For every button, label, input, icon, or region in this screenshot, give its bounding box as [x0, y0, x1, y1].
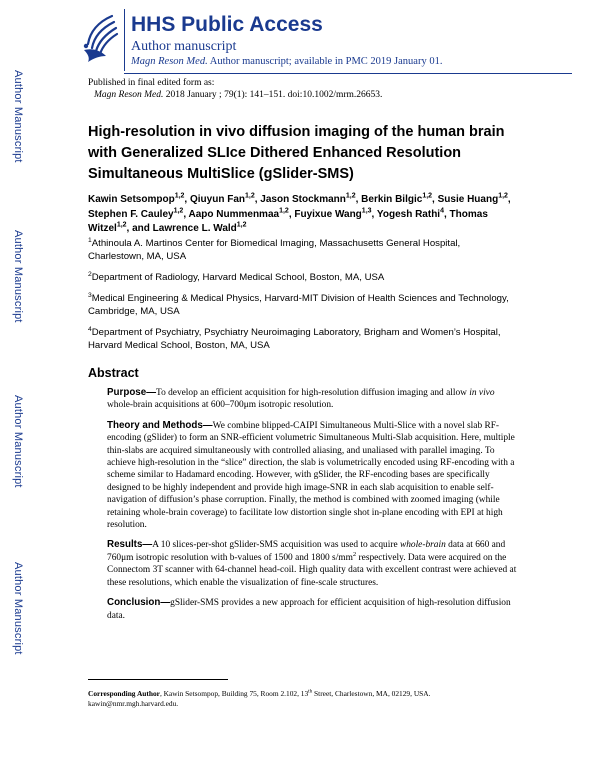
results-text-italic: whole-brain — [399, 540, 446, 551]
sidebar-author-manuscript-2: Author Manuscript — [12, 230, 24, 323]
author-name: Qiuyun Fan — [189, 194, 245, 205]
footnote-text-a: , Kawin Setsompop, Building 75, Room 2.102, 13 — [159, 689, 309, 698]
affiliation-number: 4 — [88, 325, 92, 333]
author-list — [88, 193, 518, 237]
author-affiliation-sup: 1,2 — [173, 207, 184, 215]
abstract-conclusion — [107, 597, 519, 622]
author-name: Yogesh Rathi — [376, 208, 441, 220]
results-text-b: data at 660 and 760μm isotropic resolution with b-values of 1500 and 1800 s/mm — [107, 540, 506, 563]
citation-journal: Magn Reson Med. — [94, 90, 164, 100]
author-affiliation-sup: 1,2 — [345, 192, 356, 200]
published-line: Published in final edited form as: — [88, 78, 215, 88]
sidebar-author-manuscript-1: Author Manuscript — [12, 70, 24, 163]
corresponding-author-footnote — [88, 689, 508, 708]
abstract-results — [107, 539, 519, 589]
affiliation-text: Department of Radiology, Harvard Medical School, Boston, MA, USA — [91, 272, 385, 283]
author-affiliation-sup: 1,2 — [174, 192, 185, 200]
affiliation-number: 2 — [88, 270, 92, 278]
hhs-public-access-title: HHS Public Access — [131, 13, 323, 36]
affiliation-item — [88, 292, 518, 318]
affiliation-item — [88, 326, 518, 352]
affiliation-text: Athinoula A. Martinos Center for Biomedical Imaging, Massachusetts General Hospital, Charlestown, MA, USA — [88, 238, 461, 262]
purpose-label: Purpose— — [107, 387, 156, 398]
author-affiliation-sup: 1,2 — [116, 221, 127, 229]
affiliation-text: Department of Psychiatry, Psychiatry Neuroimaging Laboratory, Brigham and Women’s Hospital, Harvard Medical School, Boston, MA, USA — [88, 327, 501, 351]
author-separator: , — [443, 208, 450, 220]
citation-line — [88, 89, 382, 101]
author-manuscript-label: Author manuscript — [131, 39, 237, 54]
methods-text: We combine blipped-CAIPI Simultaneous Multi-Slice with a novel slab RF-encoding (gSlider) to form an SNR-efficient volumetric Simultaneous Multi-Slab acquisition. Here, multiple thin-slabs are acquired simultaneously with controlled aliasing, and unaliased with parallel imaging. To achieve high-resolution in the “slice” direction, the slab is volumetrically encoded using RF-encoding with a scheme similar to Hadamard encoding. However, with gSlider, the RF-encoding bases are specifically designed to be highly independent and provide high image-SNR in each slab acquisition to enable self-navigation of diffusion’s phase corruption. Finally, the method is combined with zoomed imaging (while retaining whole-brain coverage) to facilitate low distortion single shot in-plane encoding with EPI at high resolution. — [107, 420, 515, 531]
author-name: Fuyixue Wang — [294, 208, 362, 220]
journal-availability-line — [131, 56, 442, 67]
purpose-text-b: whole-brain acquisitions at 600–700μm isotropic resolution. — [107, 400, 334, 411]
author-name: Lawrence L. Wald — [152, 223, 237, 234]
author-affiliation-sup: 1,2 — [244, 192, 255, 200]
author-affiliation-sup: 1,2 — [498, 192, 508, 200]
footnote-label: Corresponding Author — [88, 689, 160, 698]
results-text-a: A 10 slices-per-shot gSlider-SMS acquisition was used to acquire — [152, 540, 400, 551]
journal-name: Magn Reson Med. — [131, 56, 208, 67]
methods-label: Theory and Methods— — [107, 419, 213, 431]
abstract-body — [107, 387, 519, 630]
author-name: Thomas Witzel — [88, 208, 488, 234]
results-sup: 2 — [352, 550, 357, 558]
author-separator: , — [288, 208, 295, 220]
abstract-methods — [107, 420, 519, 532]
abstract-purpose — [107, 387, 519, 412]
hhs-eagle-logo-icon — [78, 10, 122, 68]
author-name: Berkin Bilgic — [361, 194, 423, 205]
paper-title — [88, 122, 528, 185]
author-affiliation-sup: 1,3 — [361, 207, 372, 215]
purpose-text-italic: in vivo — [469, 388, 495, 398]
author-separator: , and — [126, 223, 153, 234]
affiliation-item — [88, 271, 518, 284]
citation-details: 2018 January ; 79(1): 141–151. doi:10.1002/mrm.26653. — [165, 90, 383, 100]
author-separator: , — [254, 194, 261, 205]
purpose-text-a: To develop an efficient acquisition for high-resolution diffusion imaging and allow — [156, 388, 470, 398]
author-separator: , — [432, 194, 438, 205]
author-separator: , — [507, 194, 511, 205]
conclusion-text: gSlider-SMS provides a new approach for efficient acquisition of high-resolution diffusion data. — [107, 598, 511, 621]
author-name: Susie Huang — [437, 194, 499, 205]
results-label: Results— — [107, 539, 153, 551]
affiliation-text: Medical Engineering & Medical Physics, Harvard-MIT Division of Health Sciences and Technology, Cambridge, MA, USA — [88, 293, 509, 317]
author-name: Kawin Setsompop — [88, 194, 175, 205]
affiliations — [88, 237, 518, 360]
results-text-c: respectively. Data were acquired on the Connectom 3T scanner with 64-channel head-coil. High quality data with excellent contrast were achieved at these resolutions, which enable the visualization of fine-scale structures. — [107, 552, 517, 588]
author-separator: , — [183, 208, 189, 220]
footnote-rule — [88, 679, 228, 680]
author-affiliation-sup: 1,2 — [236, 221, 247, 229]
affiliation-number: 1 — [88, 236, 92, 244]
sidebar-author-manuscript-4: Author Manuscript — [12, 562, 24, 655]
author-separator: , — [184, 194, 190, 205]
title-line-2: with Generalized SLIce Dithered Enhanced Resolution — [88, 145, 462, 161]
author-affiliation-sup: 4 — [440, 207, 444, 215]
author-name: Jason Stockmann — [260, 194, 346, 205]
publication-info — [88, 77, 382, 101]
header-horizontal-rule — [124, 73, 572, 74]
title-line-3: Simultaneous MultiSlice (gSlider-SMS) — [88, 166, 354, 182]
availability-text: Author manuscript; available in PMC 2019 January 01. — [209, 56, 443, 67]
sidebar-author-manuscript-3: Author Manuscript — [12, 395, 24, 488]
abstract-heading: Abstract — [88, 366, 139, 380]
author-separator: , — [371, 208, 377, 220]
title-line-1: High-resolution in vivo diffusion imaging of the human brain — [88, 124, 505, 140]
author-name: Stephen F. Cauley — [88, 208, 174, 220]
author-affiliation-sup: 1,2 — [279, 207, 289, 215]
author-affiliation-sup: 1,2 — [422, 192, 433, 200]
hhs-logo — [78, 10, 122, 68]
author-separator: , — [355, 194, 362, 205]
affiliation-number: 3 — [88, 291, 92, 299]
footnote-text-b: Street, Charlestown, MA, 02129, USA. kawin@nmr.mgh.harvard.edu. — [88, 689, 431, 708]
affiliation-item — [88, 237, 518, 263]
header-vertical-rule — [124, 9, 125, 71]
author-name: Aapo Nummenmaa — [188, 208, 280, 220]
conclusion-label: Conclusion— — [107, 597, 171, 609]
footnote-sup: th — [308, 688, 313, 695]
